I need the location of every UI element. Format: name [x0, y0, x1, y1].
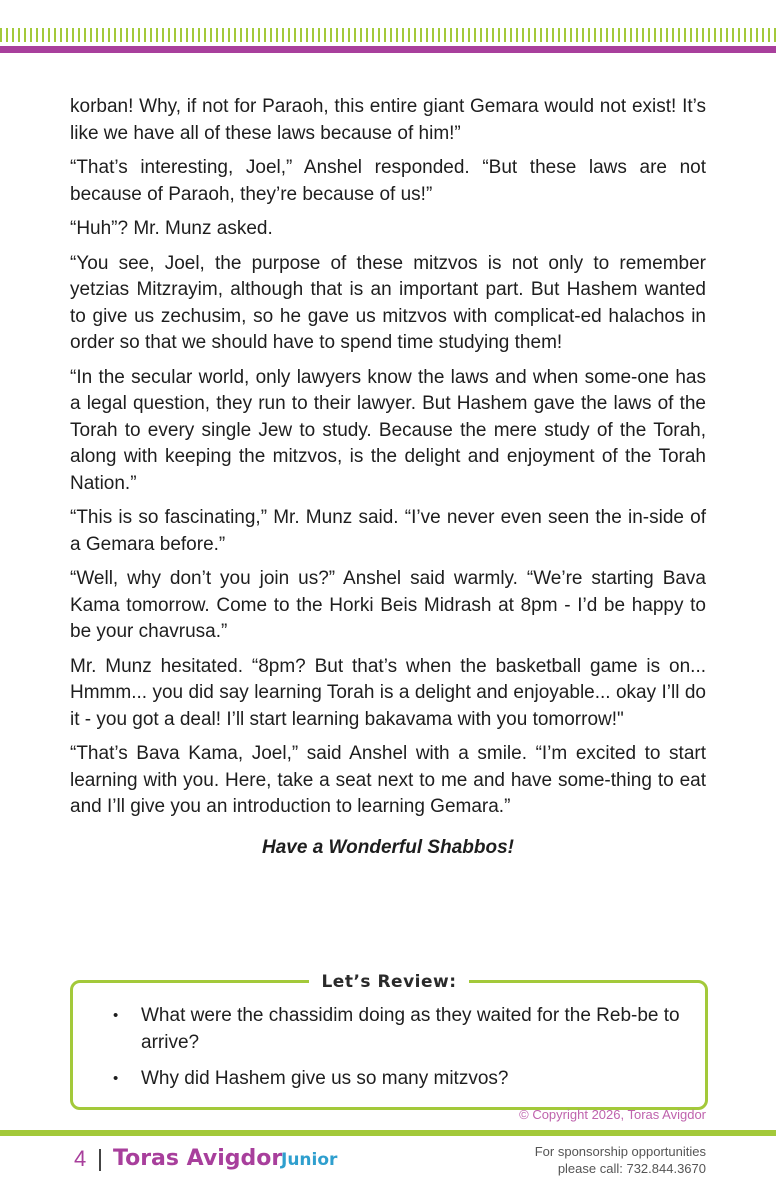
footer-separator — [99, 1149, 101, 1171]
paragraph: “You see, Joel, the purpose of these mitzvos is not only to remember yetzias Mitzrayim, although that is an important part. But Hashem wanted to give us zechusim, so he gave us mitzvos with complicat-ed halachos in order so that we should have to spend time studying them! — [70, 252, 706, 353]
paragraph: “Huh”? Mr. Munz asked. — [70, 218, 273, 239]
page-number: 4 — [74, 1146, 87, 1171]
top-rule — [0, 46, 776, 53]
review-title: Let’s Review: — [309, 972, 468, 992]
review-list — [113, 1003, 705, 1103]
bullet-icon: • — [113, 1070, 119, 1087]
review-title-wrapper — [70, 971, 708, 992]
review-question — [113, 1066, 705, 1093]
paragraph: “In the secular world, only lawyers know the laws and when some-one has a legal question, they run to their lawyer. But Hashem gave the laws of the Torah to every single Jew to study. Because the mere study of the Torah, along with keeping the mitzvos, is the delight and enjoyment of the Torah Nation.” — [70, 366, 706, 494]
review-question-text: What were the chassidim doing as they waited for the Reb-be to arrive? — [141, 1005, 680, 1053]
brand-title: Toras Avigdor — [113, 1146, 283, 1171]
sponsorship-line: For sponsorship opportunities — [534, 1144, 706, 1159]
brand-subtitle: Junior — [281, 1150, 338, 1170]
copyright-notice: © Copyright 2026, Toras Avigdor — [519, 1107, 706, 1122]
story-body — [70, 94, 706, 859]
review-question — [113, 1003, 705, 1056]
sponsorship-phone: please call: 732.844.3670 — [557, 1161, 706, 1176]
review-question-text: Why did Hashem give us so many mitzvos? — [141, 1068, 509, 1089]
paragraph: Mr. Munz hesitated. “8pm? But that’s when the basketball game is on... Hmmm... you did say learning Torah is a delight and enjoyable... okay I’ll do it - you got a deal! I’ll start learning bakavama with you tomorrow!" — [70, 655, 706, 730]
paragraph: “That’s Bava Kama, Joel,” said Anshel with a smile. “I’m excited to start learning with you. Here, take a seat next to me and have some-thing to eat and I’ll give you an introduction to learning Gemara.” — [70, 743, 706, 817]
paragraph: “Well, why don’t you join us?” Anshel said warmly. “We’re starting Bava Kama tomorrow. Come to the Horki Beis Midrash at 8pm - I’d be happy to be your chavrusa.” — [70, 568, 706, 642]
top-tick-border — [0, 28, 776, 42]
closing-line: Have a Wonderful Shabbos! — [262, 836, 514, 858]
paragraph: “This is so fascinating,” Mr. Munz said. “I’ve never even seen the in-side of a Gemara before.” — [70, 507, 706, 555]
paragraph: “That’s interesting, Joel,” Anshel responded. “But these laws are not because of Paraoh, they’re because of us!” — [70, 157, 706, 205]
bottom-rule — [0, 1130, 776, 1136]
bullet-icon: • — [113, 1007, 119, 1024]
paragraph: korban! Why, if not for Paraoh, this entire giant Gemara would not exist! It’s like we have all of these laws because of him!” — [70, 96, 706, 144]
sponsorship-info — [535, 1143, 706, 1177]
